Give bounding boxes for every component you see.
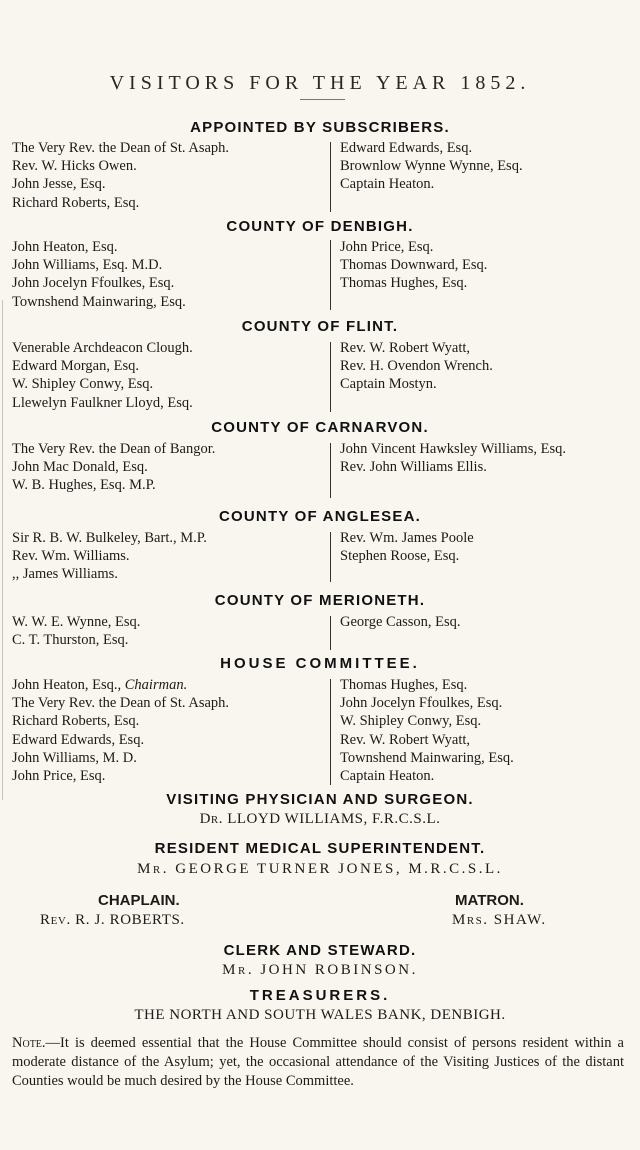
list-item: Rev. W. Robert Wyatt, [340, 340, 471, 356]
list-item: ,, James Williams. [12, 566, 118, 583]
superintendent-heading: RESIDENT MEDICAL SUPERINTENDENT. [154, 840, 486, 857]
carnarvon-right-list [340, 440, 566, 476]
list-item: Townshend Mainwaring, Esq. [12, 293, 186, 310]
list-item: Llewelyn Faulkner Lloyd, Esq. [12, 394, 193, 411]
section-heading-carnarvon: COUNTY OF CARNARVON. [211, 419, 429, 436]
chaplain-name: Rev. R. J. ROBERTS. [40, 912, 185, 928]
section-heading-subscribers: APPOINTED BY SUBSCRIBERS. [190, 119, 450, 136]
clerk-name: Mr. JOHN ROBINSON. [222, 962, 418, 978]
subscribers-right-list [340, 139, 523, 194]
list-item: John Williams, Esq. M.D. [12, 257, 163, 274]
column-divider [330, 342, 331, 412]
list-item: The Very Rev. the Dean of St. Asaph. [12, 695, 230, 712]
list-item: Rev. W. Robert Wyatt, [340, 731, 471, 748]
page-edge-line [2, 300, 3, 800]
list-item: Stephen Roose, Esq. [340, 548, 460, 565]
denbigh-right-list [340, 238, 487, 293]
list-item: John Jocelyn Ffoulkes, Esq. [340, 695, 503, 712]
list-item: John Williams, M. D. [12, 749, 137, 766]
list-item: Rev. John Williams Ellis. [340, 459, 487, 476]
physician-heading: VISITING PHYSICIAN AND SURGEON. [166, 791, 474, 808]
list-item: Captain Mostyn. [340, 376, 437, 393]
list-item: C. T. Thurston, Esq. [12, 632, 129, 649]
section-heading-house-committee: HOUSE COMMITTEE. [220, 655, 420, 672]
chairman-name: John Heaton, Esq., [12, 677, 122, 693]
footnote [12, 1034, 624, 1091]
list-item: Rev. Wm. Williams. [12, 548, 130, 565]
column-divider [330, 142, 331, 212]
superintendent-name: Mr. GEORGE TURNER JONES, M.R.C.S.L. [137, 861, 503, 877]
clerk-heading: CLERK AND STEWARD. [223, 942, 417, 959]
house-left-list [12, 676, 229, 785]
title-underline [300, 99, 345, 100]
column-divider [330, 532, 331, 582]
list-item: George Casson, Esq. [340, 614, 461, 630]
anglesea-left-list [12, 529, 207, 584]
list-item-chairman [12, 676, 229, 694]
chairman-role: Chairman. [124, 677, 188, 693]
column-divider [330, 443, 331, 498]
list-item: W. W. E. Wynne, Esq. [12, 614, 141, 630]
list-item: John Price, Esq. [340, 239, 434, 255]
column-divider [330, 240, 331, 310]
list-item: Edward Morgan, Esq. [12, 358, 139, 375]
list-item: John Vincent Hawksley Williams, Esq. [340, 441, 566, 457]
matron-name: Mrs. SHAW. [452, 912, 547, 928]
flint-right-list [340, 339, 493, 394]
list-item: Townshend Mainwaring, Esq. [340, 749, 514, 766]
list-item: John Heaton, Esq. [12, 239, 118, 255]
chaplain-heading: CHAPLAIN. [98, 892, 180, 909]
list-item: Richard Roberts, Esq. [12, 713, 140, 730]
column-divider [330, 679, 331, 785]
house-right-list [340, 676, 514, 785]
flint-left-list [12, 339, 193, 412]
section-heading-merioneth: COUNTY OF MERIONETH. [214, 592, 426, 609]
list-item: W. Shipley Conwy, Esq. [340, 713, 482, 730]
treasurers-heading: TREASURERS. [249, 987, 391, 1004]
list-item: W. Shipley Conwy, Esq. [12, 376, 154, 393]
list-item: Captain Heaton. [340, 768, 435, 785]
list-item: Edward Edwards, Esq. [340, 140, 473, 156]
list-item: John Mac Donald, Esq. [12, 459, 148, 476]
list-item: Thomas Downward, Esq. [340, 257, 488, 274]
list-item: Thomas Hughes, Esq. [340, 677, 468, 693]
anglesea-right-list [340, 529, 474, 565]
physician-name: Dr. LLOYD WILLIAMS, F.R.C.S.L. [199, 811, 441, 827]
list-item: John Jesse, Esq. [12, 176, 106, 193]
list-item: W. B. Hughes, Esq. M.P. [12, 477, 156, 494]
denbigh-left-list [12, 238, 186, 311]
list-item: Rev. W. Hicks Owen. [12, 158, 137, 175]
column-divider [330, 616, 331, 650]
list-item: John Jocelyn Ffoulkes, Esq. [12, 275, 175, 292]
subscribers-left-list [12, 139, 229, 212]
merioneth-right-list [340, 613, 461, 631]
carnarvon-left-list [12, 440, 215, 495]
section-heading-flint: COUNTY OF FLINT. [241, 318, 399, 335]
list-item: The Very Rev. the Dean of Bangor. [12, 441, 216, 457]
matron-heading: MATRON. [455, 892, 524, 909]
list-item: The Very Rev. the Dean of St. Asaph. [12, 140, 230, 156]
list-item: Rev. H. Ovendon Wrench. [340, 358, 493, 375]
list-item: Venerable Archdeacon Clough. [12, 340, 193, 356]
list-item: Brownlow Wynne Wynne, Esq. [340, 158, 523, 175]
list-item: Rev. Wm. James Poole [340, 530, 474, 546]
note-text: —It is deemed essential that the House Committee should consist of persons resident within a moderate distance of the Asylum; yet, the occasional attendance of the Visiting Justices of the distant Counties would be much desired by the House Committee. [12, 1035, 624, 1089]
list-item: Richard Roberts, Esq. [12, 194, 140, 211]
list-item: Captain Heaton. [340, 176, 435, 193]
section-heading-anglesea: COUNTY OF ANGLESEA. [219, 508, 421, 525]
treasurers-name: THE NORTH AND SOUTH WALES BANK, DENBIGH. [134, 1007, 506, 1023]
page-title: VISITORS FOR THE YEAR 1852. [109, 72, 531, 94]
list-item: Sir R. B. W. Bulkeley, Bart., M.P. [12, 530, 207, 546]
list-item: Thomas Hughes, Esq. [340, 275, 468, 292]
note-label: Note. [12, 1035, 46, 1051]
section-heading-denbigh: COUNTY OF DENBIGH. [226, 218, 414, 235]
merioneth-left-list [12, 613, 140, 649]
list-item: John Price, Esq. [12, 768, 106, 785]
list-item: Edward Edwards, Esq. [12, 731, 145, 748]
